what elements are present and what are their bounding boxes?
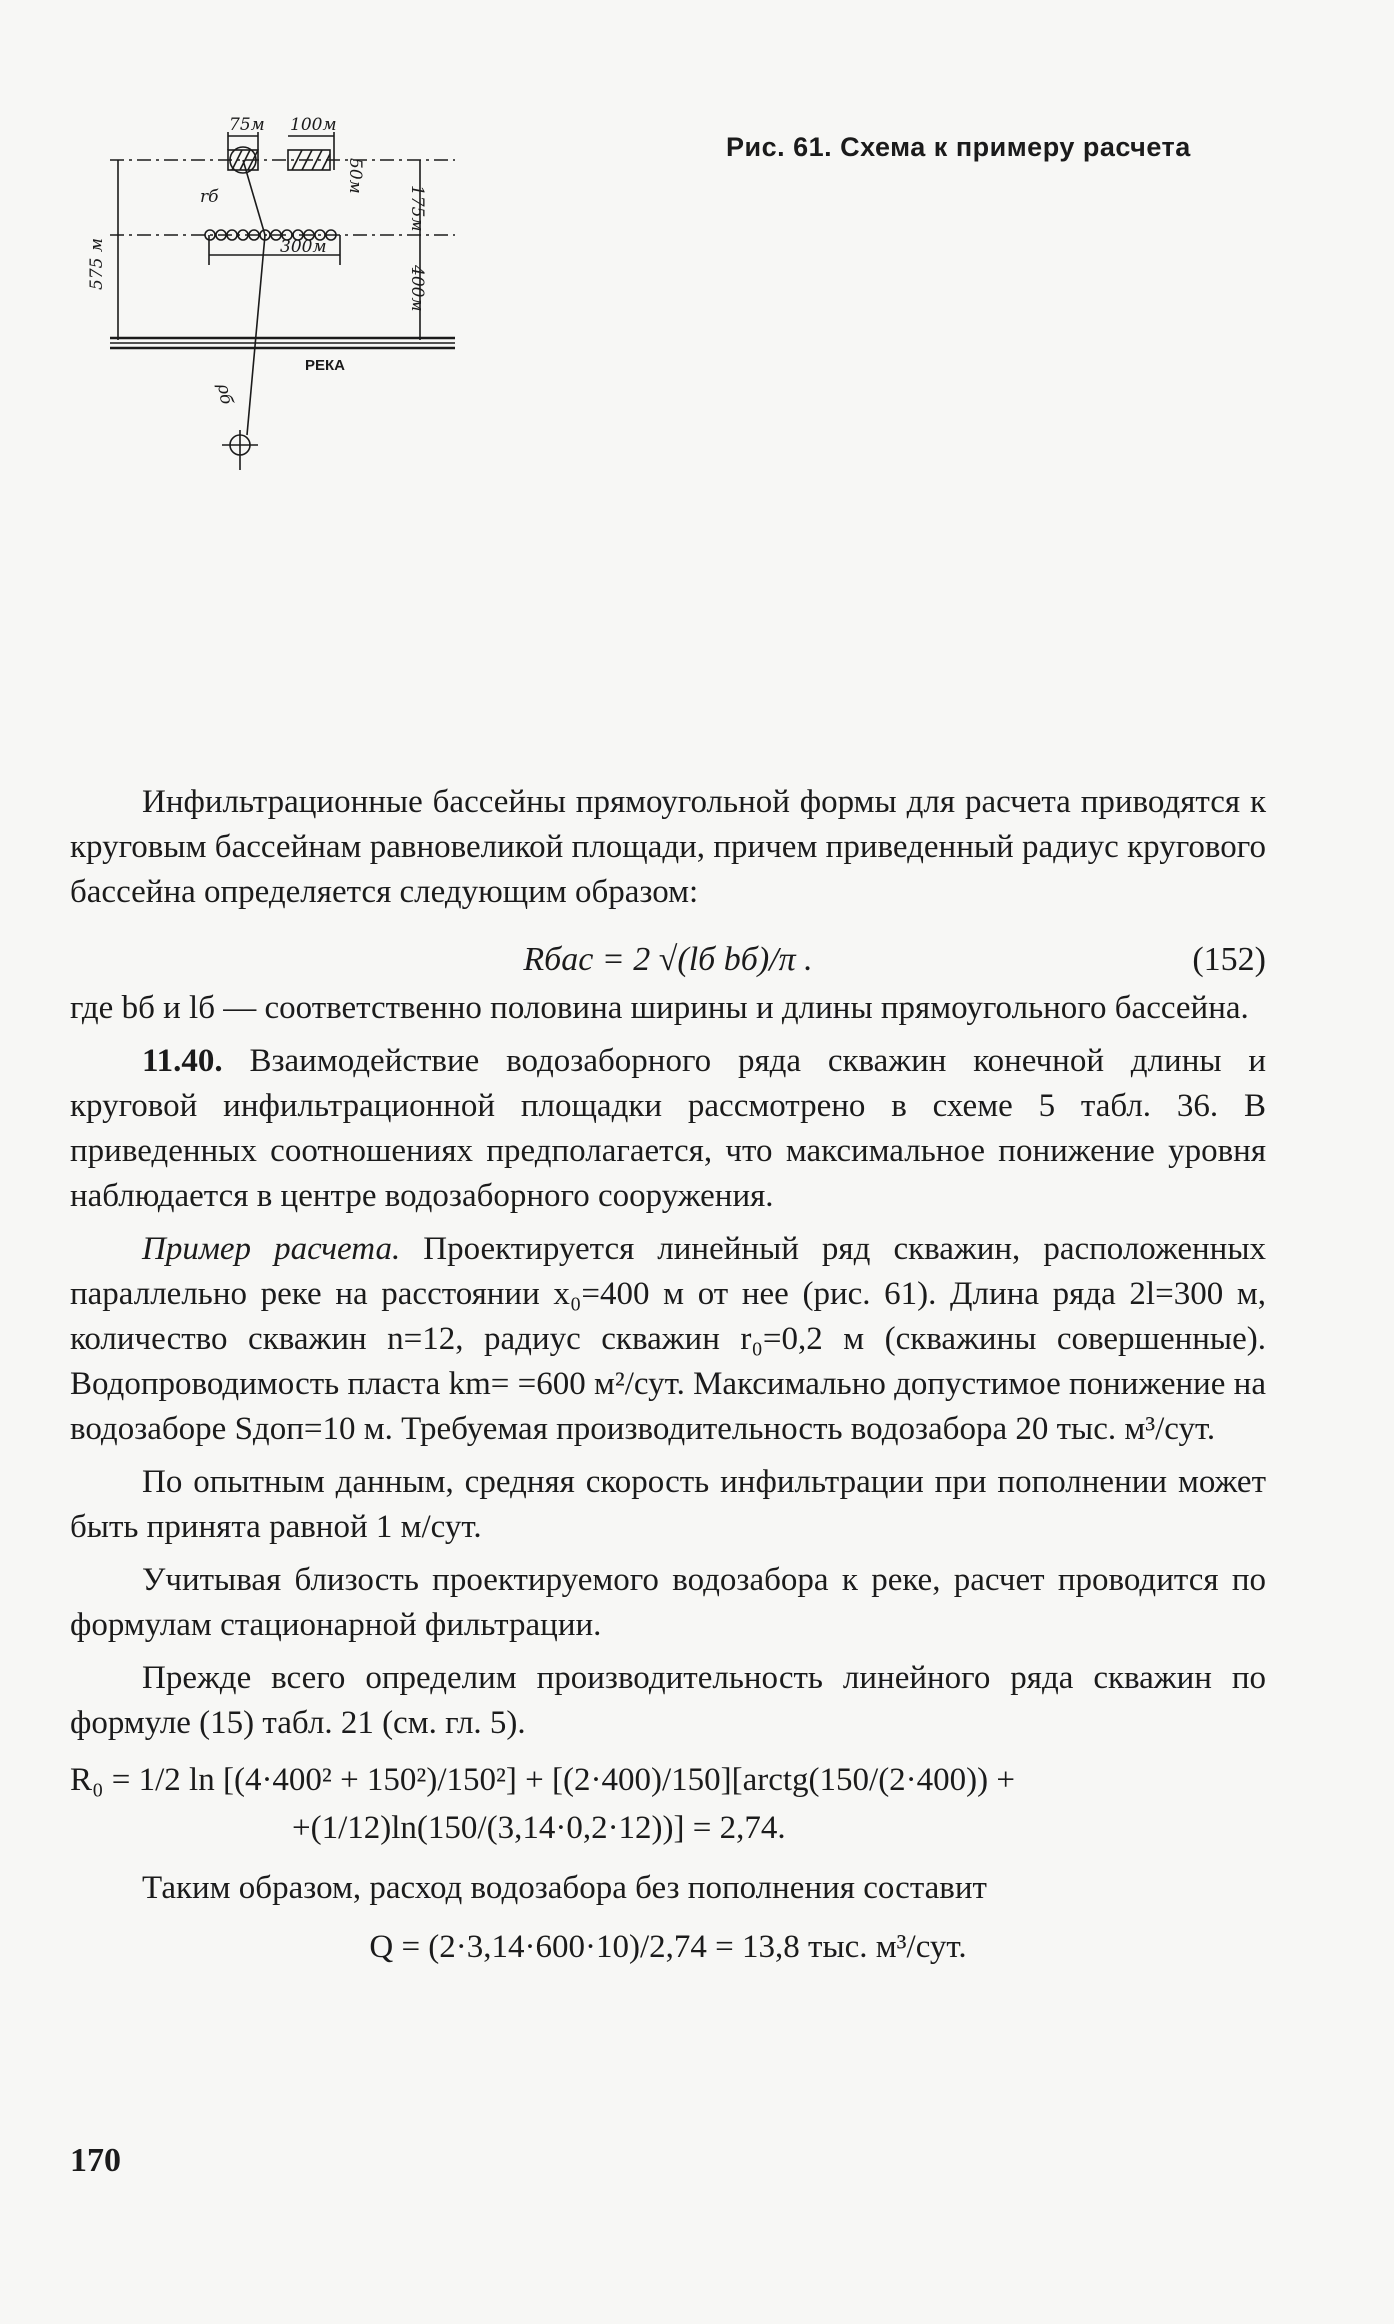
formula-152-number: (152) — [1192, 941, 1266, 978]
label-300m: 300м — [280, 237, 327, 257]
paragraph-1: Инфильтрационные бассейны прямоугольной формы для расчета приводятся к круговым бассейнам равновеликой площади, причем приведенный радиус кругового бассейна определяется следующим образом: — [70, 784, 1266, 910]
equation-r0 — [70, 1756, 1266, 1852]
paragraph-3 — [70, 1039, 1266, 1219]
label-100m: 100м — [290, 115, 337, 135]
paragraph-3-text: Взаимодействие водозаборного ряда скважин конечной длины и круговой инфильтрационной площадки рассмотрено в схеме 5 табл. 36. В приведенных соотношениях предполагается, что максимальное понижение уровня наблюдается в центре водозаборного сооружения. — [70, 1043, 1266, 1214]
label-400m: 400м — [407, 265, 427, 312]
example-lead: Пример расчета. — [142, 1231, 401, 1267]
label-575m: 575 м — [87, 238, 107, 290]
page-number: 170 — [70, 2142, 121, 2179]
label-r-b: rб — [200, 187, 219, 207]
paragraph-8: Таким образом, расход водозабора без пополнения составит — [142, 1870, 987, 1906]
label-175m: 175м — [407, 185, 427, 232]
paragraph-4-text: Проектируется линейный ряд скважин, расположенных параллельно реке на расстоянии x₀=400 м от нее (рис. 61). Длина ряда 2l=300 м, количество скважин n=12, радиус скважин r₀=0,2 м (скважины совершенные). Водопроводимость пласта km= =600 м²/сут. Максимально допустимое понижение на водозаборе Sдоп=10 м. Требуемая производительность водозабора 20 тыс. м³/сут. — [70, 1231, 1266, 1447]
paragraph-5: По опытным данным, средняя скорость инфильтрации при пополнении может быть принята равной 1 м/сут. — [70, 1464, 1266, 1545]
paragraph-4 — [70, 1227, 1266, 1452]
paragraph-7: Прежде всего определим производительность линейного ряда скважин по формуле (15) табл. 21 (см. гл. 5). — [70, 1660, 1266, 1741]
paragraph-6: Учитывая близость проектируемого водозабора к реке, расчет проводится по формулам стационарной фильтрации. — [70, 1562, 1266, 1643]
equation-r0-line1: R₀ = 1/2 ln [(4·400² + 150²)/150²] + [(2·400)/150][arctg(150/(2·400)) + — [70, 1762, 1016, 1798]
label-rho-b: ρб — [213, 382, 237, 406]
paragraph-2: где bб и lб — соответственно половина ширины и длины прямоугольного бассейна. — [70, 990, 1249, 1026]
equation-q: Q = (2·3,14·600·10)/2,74 = 13,8 тыс. м³/сут. — [369, 1929, 967, 1965]
formula-152 — [70, 937, 1266, 982]
label-river: РЕКА — [305, 357, 345, 374]
figure-caption: Рис. 61. Схема к примеру расчета — [726, 132, 1191, 162]
formula-152-expression: Rбас = 2 √(lб bб)/π . — [523, 941, 813, 978]
equation-r0-line2: +(1/12)ln(150/(3,14·0,2·12))] = 2,74. — [292, 1810, 786, 1846]
figure-61-diagram — [87, 115, 490, 480]
body-text — [70, 780, 1266, 1984]
label-75m: 75м — [229, 115, 265, 135]
section-number: 11.40. — [142, 1043, 223, 1079]
label-50m: 50м — [345, 158, 365, 194]
